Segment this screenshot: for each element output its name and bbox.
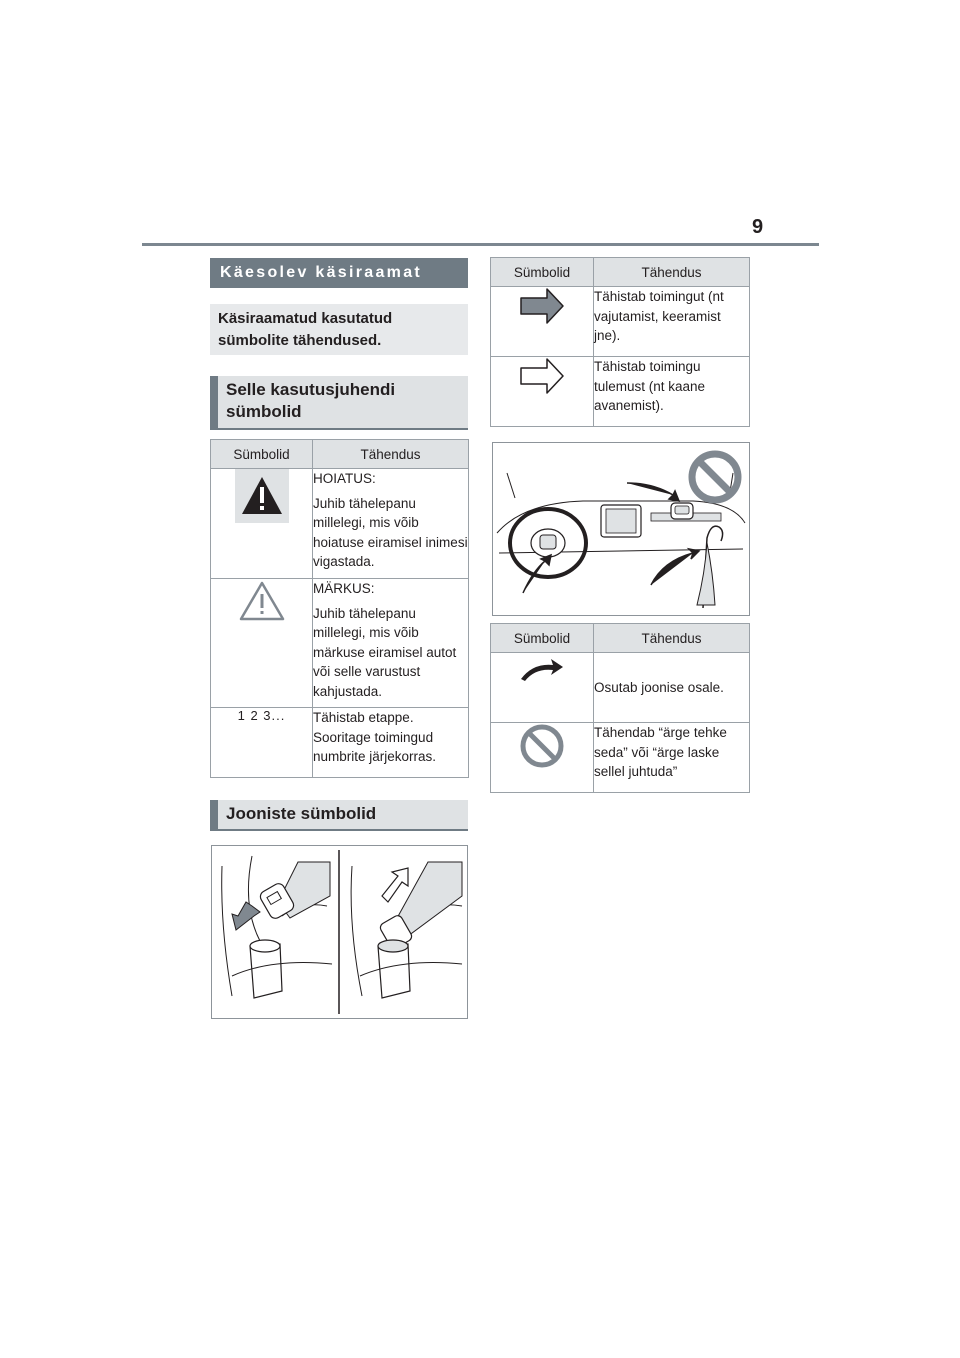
column-header-symbol: Sümbolid xyxy=(491,624,594,653)
warning-triangle-filled-icon xyxy=(235,469,289,523)
meaning-cell xyxy=(594,723,750,793)
page-number: 9 xyxy=(752,216,764,238)
seatbelt-buckle-illustration xyxy=(211,845,468,1019)
curved-pointer-arrow-icon xyxy=(519,653,565,683)
column-header-meaning: Tähendus xyxy=(313,440,469,469)
intro-text: Käsiraamatud kasutatud sümbolite tähendused. xyxy=(210,304,468,355)
symbol-cell xyxy=(211,579,313,708)
table-header-row xyxy=(211,440,469,469)
warning-triangle-outline-icon xyxy=(235,579,289,623)
notice-text: Juhib tähelepanu millelegi, mis võib märkuse eiramisel autot või selle varustust kahjustada. xyxy=(313,605,457,699)
notice-title: MÄRKUS: xyxy=(313,581,375,596)
symbol-cell xyxy=(211,469,313,579)
column-header-symbol: Sümbolid xyxy=(491,258,594,287)
table-header-row xyxy=(491,258,750,287)
action-text: Tähistab toimingut (nt vajutamist, keeramist jne). xyxy=(594,289,724,343)
column-header-meaning: Tähendus xyxy=(594,624,750,653)
table-row xyxy=(211,708,469,778)
manual-symbols-heading: Selle kasutusjuhendi sümbolid xyxy=(210,376,468,430)
table-row xyxy=(491,357,750,427)
table-row xyxy=(491,287,750,357)
table-row xyxy=(211,469,469,579)
symbol-cell xyxy=(211,708,313,778)
steps-text: Tähistab etappe. Sooritage toimingud numbrite järjekorras. xyxy=(313,710,437,764)
prohibited-text: Tähendab “ärge tehke seda” või “ärge laske sellel juhtuda” xyxy=(594,725,727,779)
meaning-cell xyxy=(313,579,469,708)
meaning-cell xyxy=(594,653,750,723)
warning-title: HOIATUS: xyxy=(313,471,376,486)
figure-symbols-heading: Jooniste sümbolid xyxy=(210,800,468,831)
manual-symbols-table xyxy=(210,439,469,778)
warning-text: Juhib tähelepanu millelegi, mis võib hoiatuse eiramisel inimesi vigastada. xyxy=(313,495,468,569)
meaning-cell xyxy=(594,357,750,427)
pointer-text: Osutab joonise osale. xyxy=(594,679,724,695)
table-row xyxy=(491,723,750,793)
prohibited-icon xyxy=(519,723,565,769)
symbol-cell xyxy=(491,723,594,793)
pointer-symbols-table xyxy=(490,623,750,793)
result-text: Tähistab toimingu tulemust (nt kaane avanemist). xyxy=(594,359,706,413)
action-symbols-table xyxy=(490,257,750,427)
symbol-cell xyxy=(491,287,594,357)
step-numbers-icon: 1 2 3... xyxy=(237,708,286,723)
dashboard-illustration xyxy=(492,442,750,616)
symbol-cell xyxy=(491,357,594,427)
header-rule xyxy=(142,243,819,246)
meaning-cell xyxy=(313,708,469,778)
meaning-cell xyxy=(594,287,750,357)
arrow-filled-icon xyxy=(519,287,565,325)
table-header-row xyxy=(491,624,750,653)
section-title: Käesolev käsiraamat xyxy=(210,258,468,288)
table-row xyxy=(491,653,750,723)
column-header-symbol: Sümbolid xyxy=(211,440,313,469)
table-row xyxy=(211,579,469,708)
meaning-cell xyxy=(313,469,469,579)
symbol-cell xyxy=(491,653,594,723)
column-header-meaning: Tähendus xyxy=(594,258,750,287)
arrow-outline-icon xyxy=(519,357,565,395)
